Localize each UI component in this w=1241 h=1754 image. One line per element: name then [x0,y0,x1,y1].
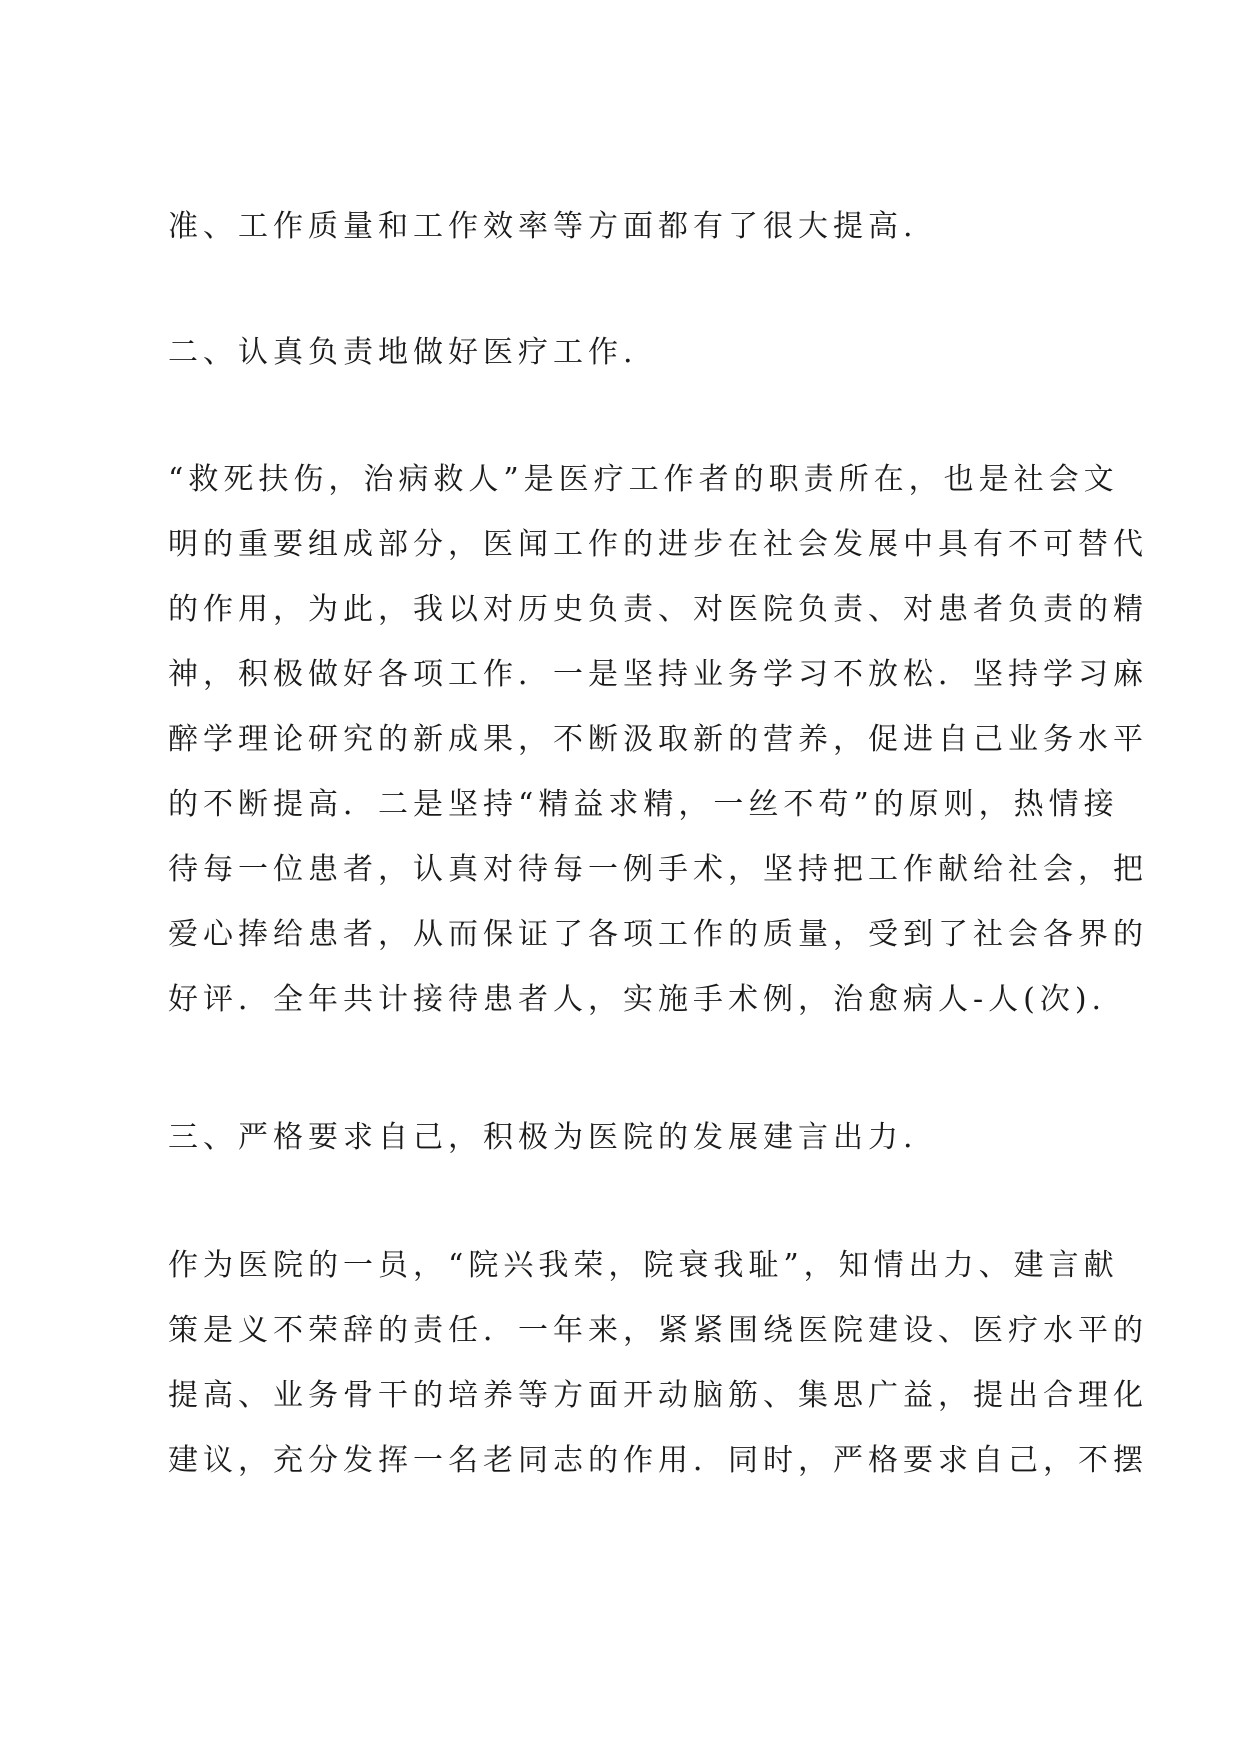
paragraph-line: 明的重要组成部分，医闻工作的进步在社会发展中具有不可替代 [168,527,1148,562]
paragraph-line: 待每一位患者，认真对待每一例手术，坚持把工作献给社会，把 [168,852,1148,887]
paragraph-line: 爱心捧给患者，从而保证了各项工作的质量，受到了社会各界的 [168,917,1148,952]
paragraph-line: 神，积极做好各项工作．一是坚持业务学习不放松．坚持学习麻 [168,657,1148,692]
paragraph-medical-work [168,447,1148,1032]
paragraph-line: 提高、业务骨干的培养等方面开动脑筋、集思广益，提出合理化 [168,1378,1148,1413]
paragraph-line: 建议，充分发挥一名老同志的作用．同时，严格要求自己，不摆 [168,1443,1148,1478]
paragraph-line: 准、工作质量和工作效率等方面都有了很大提高. [168,209,918,244]
paragraph-line: 醉学理论研究的新成果，不断汲取新的营养，促进自己业务水平 [168,722,1148,757]
paragraph-line: “救死扶伤，治病救人”是医疗工作者的职责所在，也是社会文 [168,462,1119,497]
section-heading-2 [168,320,1093,385]
paragraph-line: 的作用，为此，我以对历史负责、对医院负责、对患者负责的精 [168,592,1148,627]
paragraph-hospital-development [168,1233,1148,1493]
paragraph-line: 策是义不荣辞的责任．一年来，紧紧围绕医院建设、医疗水平的 [168,1313,1148,1348]
section-heading-3 [168,1105,1093,1170]
paragraph-line: 作为医院的一员，“院兴我荣，院衰我耻”，知情出力、建言献 [168,1248,1119,1283]
paragraph-line: 的不断提高．二是坚持“精益求精，一丝不苟”的原则，热情接 [168,787,1119,822]
paragraph-continuation [168,194,1093,259]
paragraph-line: 好评．全年共计接待患者人，实施手术例，治愈病人-人(次). [168,982,1107,1017]
heading-line: 二、认真负责地做好医疗工作. [168,335,638,370]
heading-line: 三、严格要求自己，积极为医院的发展建言出力. [168,1120,918,1155]
